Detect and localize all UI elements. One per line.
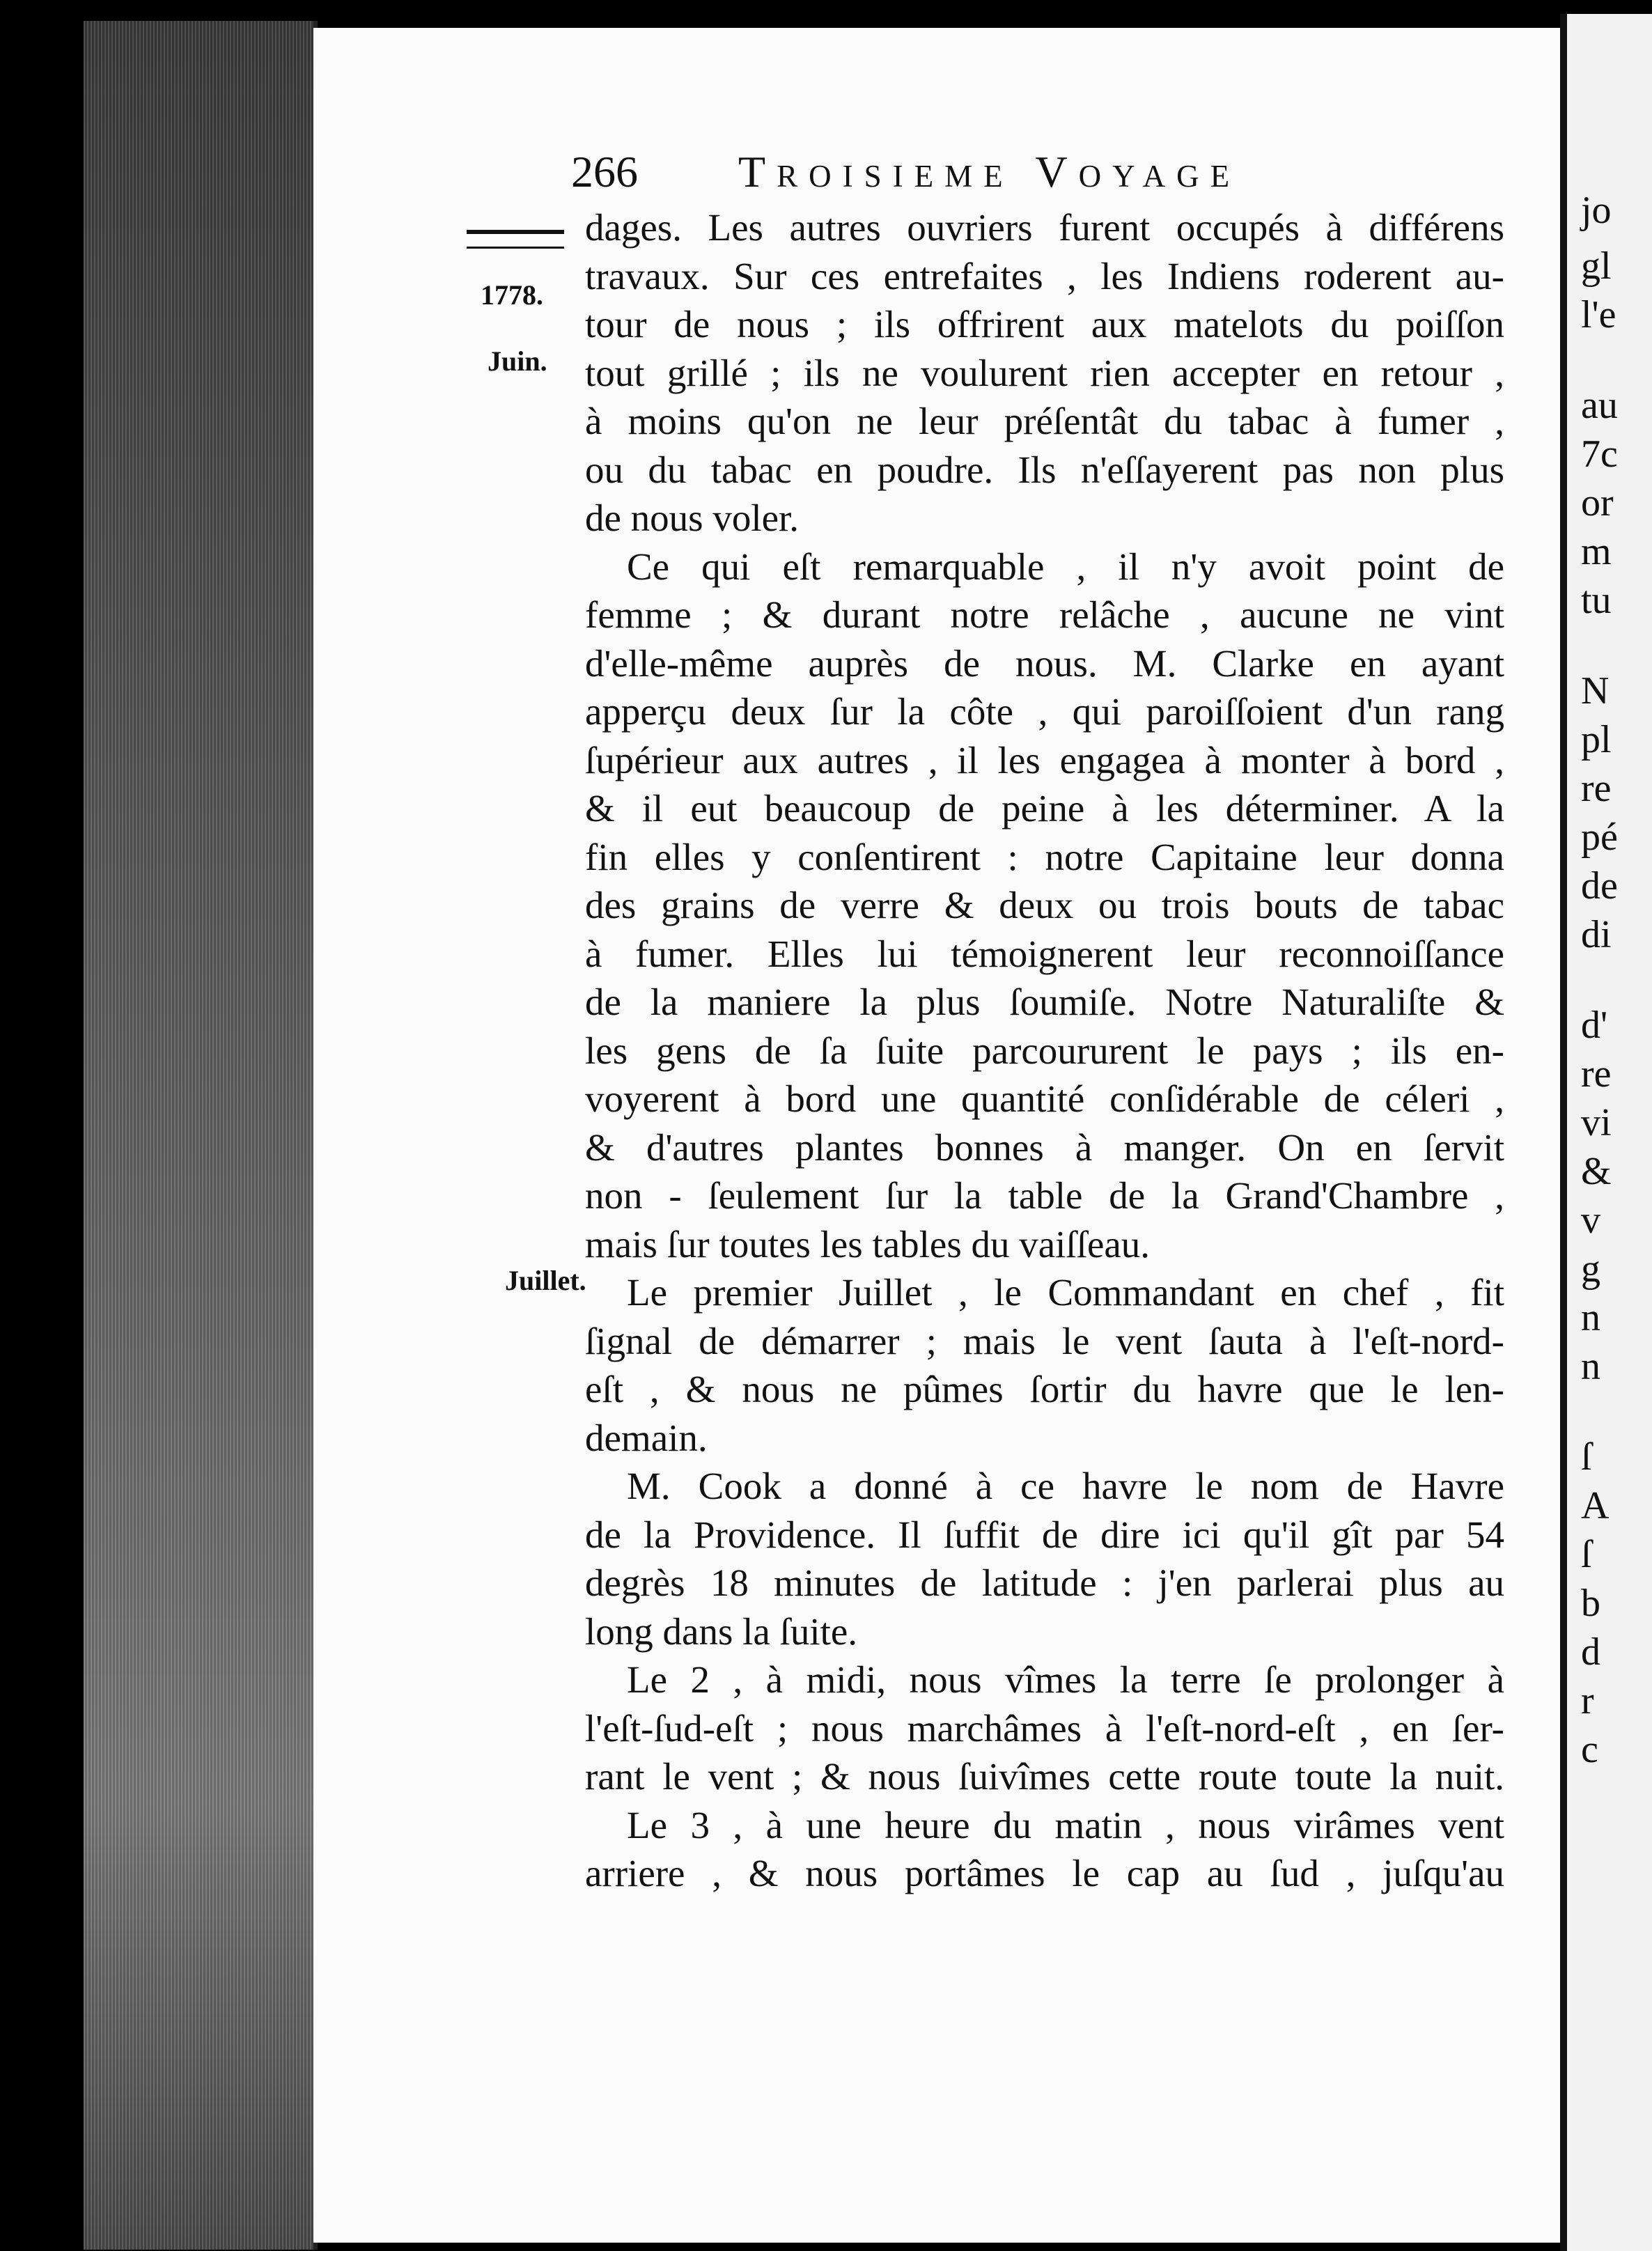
facing-page-fragment: m — [1581, 530, 1612, 573]
facing-page-fragment: re — [1581, 1052, 1612, 1096]
facing-page-fragment: d' — [1581, 1004, 1608, 1047]
text-line: ſupérieur aux autres , il les engagea à monter à bord , — [585, 738, 1504, 781]
text-line: Le premier Juillet , le Commandant en chef , fit — [627, 1271, 1504, 1314]
facing-page-fragment: v — [1581, 1199, 1600, 1242]
text-line: voyerent à bord une quantité conſidérable de céleri , — [585, 1077, 1504, 1120]
text-line: des grains de verre & deux ou trois bouts de tabac — [585, 884, 1504, 926]
facing-page-fragment: gl — [1581, 244, 1612, 288]
facing-page-fragment: di — [1581, 913, 1612, 956]
text-line: arriere , & nous portâmes le cap au ſud , juſqu'au — [585, 1852, 1504, 1894]
facing-page-fragment: n — [1581, 1296, 1600, 1339]
text-line: tout grillé ; ils ne voulurent rien accepter en retour , — [585, 351, 1504, 394]
facing-page-fragment: c — [1581, 1728, 1598, 1771]
text-line: dages. Les autres ouvriers furent occupés à différens — [585, 206, 1504, 249]
facing-page-fragment: A — [1581, 1484, 1610, 1527]
facing-page-fragment: vi — [1581, 1101, 1612, 1144]
margin-note-year: 1778. — [481, 279, 543, 311]
text-line: demain. — [585, 1416, 708, 1459]
header-rule — [467, 230, 564, 249]
text-line: de la maniere la plus ſoumiſe. Notre Naturaliſte & — [585, 981, 1504, 1023]
text-line: Ce qui eſt remarquable , il n'y avoit point de — [627, 545, 1504, 588]
text-line: & d'autres plantes bonnes à manger. On en ſervit — [585, 1126, 1504, 1169]
text-line: d'elle-même auprès de nous. M. Clarke en ayant — [585, 641, 1504, 685]
facing-page — [1560, 14, 1652, 2251]
margin-note-july: Juillet. — [505, 1265, 586, 1296]
text-line: Le 2 , à midi, nous vîmes la terre ſe prolonger à — [627, 1658, 1504, 1701]
facing-page-fragment: au — [1581, 384, 1618, 427]
body-text — [585, 203, 1504, 1898]
text-line: de la Providence. Il ſuffit de dire ici qu'il gît par 54 — [585, 1513, 1504, 1556]
facing-page-fragment: jo — [1581, 189, 1612, 232]
text-line: ſignal de démarrer ; mais le vent ſauta à l'eſt-nord- — [585, 1319, 1504, 1362]
facing-page-fragment: b — [1581, 1582, 1600, 1625]
facing-page-fragment: 7c — [1581, 433, 1618, 476]
text-line: non - ſeulement ſur la table de la Grand'Chambre , — [585, 1174, 1504, 1217]
page-header — [571, 146, 1351, 209]
text-line: M. Cook a donné à ce havre le nom de Havre — [627, 1465, 1504, 1507]
page-number: 266 — [571, 147, 638, 196]
text-line: long dans la ſuite. — [585, 1610, 858, 1653]
running-title: Troisieme Voyage — [738, 147, 1241, 196]
facing-page-fragment: ſ — [1581, 1435, 1592, 1479]
facing-page-fragment: n — [1581, 1345, 1600, 1388]
text-line: mais ſur toutes les tables du vaiſſeau. — [585, 1222, 1151, 1265]
facing-page-fragment: pé — [1581, 816, 1618, 859]
facing-page-fragment: & — [1581, 1150, 1612, 1193]
facing-page-fragment: r — [1581, 1679, 1594, 1722]
facing-page-fragment: N — [1581, 669, 1610, 712]
facing-page-fragment: de — [1581, 864, 1618, 908]
facing-page-fragment: re — [1581, 767, 1612, 810]
book-page-edge — [84, 21, 318, 2250]
margin-note-june: Juin. — [488, 345, 547, 377]
facing-page-fragment: g — [1581, 1247, 1600, 1291]
text-line: femme ; & durant notre relâche , aucune ne vint — [585, 593, 1504, 636]
facing-page-fragment: ſ — [1581, 1533, 1592, 1576]
facing-page-fragment: tu — [1581, 579, 1612, 622]
text-line: tour de nous ; ils offrirent aux matelots du poiſſon — [585, 303, 1504, 345]
facing-page-fragment: pl — [1581, 718, 1612, 761]
text-line: de nous voler. — [585, 497, 800, 539]
facing-page-fragment: or — [1581, 481, 1614, 524]
text-line: travaux. Sur ces entrefaites , les Indiens roderent au- — [585, 254, 1504, 297]
text-line: degrès 18 minutes de latitude : j'en parlerai plus au — [585, 1561, 1504, 1604]
text-line: rant le vent ; & nous ſuivîmes cette route toute la nuit. — [585, 1755, 1504, 1798]
text-line: fin elles y conſentirent : notre Capitaine leur donna — [585, 835, 1504, 878]
text-line: apperçu deux ſur la côte , qui paroiſſoient d'un rang — [585, 690, 1504, 733]
text-line: ou du tabac en poudre. Ils n'eſſayerent pas non plus — [585, 448, 1504, 491]
text-line: eſt , & nous ne pûmes ſortir du havre que le len- — [585, 1368, 1504, 1410]
text-line: & il eut beaucoup de peine à les déterminer. A la — [585, 787, 1504, 829]
facing-page-fragment: l'e — [1581, 293, 1616, 336]
text-line: Le 3 , à une heure du matin , nous virâmes vent — [627, 1803, 1504, 1846]
text-line: à moins qu'on ne leur préſentât du tabac à fumer , — [585, 400, 1504, 442]
text-line: à fumer. Elles lui témoignerent leur reconnoiſſance — [585, 932, 1504, 975]
facing-page-fragment: d — [1581, 1630, 1600, 1674]
text-line: l'eſt-ſud-eſt ; nous marchâmes à l'eſt-nord-eſt , en ſer- — [585, 1706, 1504, 1750]
text-line: les gens de ſa ſuite parcoururent le pays ; ils en- — [585, 1029, 1504, 1072]
